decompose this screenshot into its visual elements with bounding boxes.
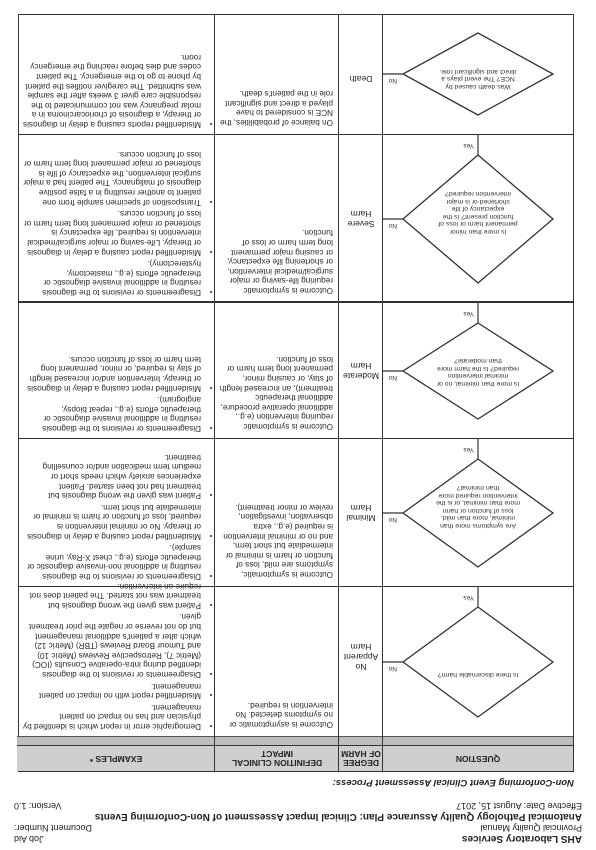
examples-list (23, 450, 211, 581)
yes-label: Yes (463, 594, 474, 601)
no-label: No (388, 222, 397, 229)
examples-bullets (23, 354, 211, 433)
version: Version: 1.0 (14, 801, 62, 811)
no-label: No (388, 516, 397, 523)
example-item: • Misidentified report causing a delay in diagnosis or therapy. Life-saving or major surgical/medical intervention is required, life expectancy is shortened or major permanent long term harm or loss of function occurs. (23, 209, 201, 257)
header-shade-definition (215, 736, 339, 745)
examples-list (23, 352, 211, 433)
no-label: No (388, 374, 397, 381)
assessment-table (18, 14, 574, 772)
column-header-examples: EXAMPLES * (17, 745, 215, 771)
example-item: • Disagreements or revisions to the diagnosis resulting in additional invasive diagnostic or therapeutic efforts (e.g., mastectomy, hysterectomy). (23, 259, 201, 297)
yes-label: Yes (463, 142, 474, 149)
question-text: Is more than minimal, no or minimal intervention required? Is the harm more than moderate? (436, 357, 520, 387)
yes-label: Yes (463, 446, 474, 453)
no-label: No (388, 665, 397, 672)
column-header-definition: DEFINITION CLINICAL IMPACT (215, 745, 339, 771)
example-item: • Transposition of specimen sample from one patient to another resulting in a false positive diagnosis of malignancy. The patient had a major surgical intervention, the expectancy of life is shortened or major permanent long term harm or loss of function occurs. (23, 149, 201, 207)
question-text: Is there discernable harm? (437, 671, 519, 678)
degree-of-harm: No Apparent Harm (343, 642, 379, 672)
example-item: • Misidentified report causing a delay in diagnosis or therapy. Intervention and/or increased length of stay is required, or minor, permanent long term harm or loss of function occurs. (23, 354, 201, 392)
question-text: Was death caused by NCE? The event plays a direct and significant role. (439, 67, 517, 90)
examples-bullets (23, 149, 211, 297)
doc-type: Job Aid (14, 834, 44, 844)
example-item: • Demographic error in report which is identified by physician and has no impact on patient management. (23, 702, 201, 731)
example-item: • Patient was given the wrong diagnosis but treatment had not been started. Patient experiences anxiety which needs short or medium term medication and/or counselling treatment. (23, 452, 201, 500)
example-item: • Misidentified reports causing a delay in diagnosis or therapy, a diagnosis of choriocarcinoma in a molar pregnancy was not communicated to the responsible care giver 3 weeks after the sample was submitted. The caregiver notifies the patient by phone to go to the emergency. The patient codes and dies before reaching the emergency room. (23, 52, 201, 129)
effective-date: Effective Date: August 15, 2017 (456, 801, 582, 811)
example-item: • Disagreements or revisions to the diagnosis identified during intra-operative Consults (IOC) (Metric 7), Retrospective Reviews (Metric 10) and Tumour Board Reviews (TBR) (Metric 12) which alter a patient's additional management but do not reverse or negate the prior treatment given. (23, 612, 201, 679)
header-shade-question (383, 736, 573, 745)
column-divider (338, 15, 339, 771)
degree-of-harm: Moderate Harm (343, 361, 379, 381)
definition-text: Outcome is symptomatic requiring life-saving or major surgical/medical intervention, or shortening life expectancy, or causing major permanent long term harm or loss of function. (227, 228, 333, 295)
degree-of-harm: Severe Harm (347, 209, 375, 229)
examples-bullets (23, 581, 211, 731)
example-item: • Disagreements or revisions to the diagnosis resulting in additional non-invasive diagnostic or therapeutic efforts (e.g., chest X-Ray, urine sample). (23, 543, 201, 581)
example-item: • Patient was given the wrong diagnosis but treatment was not started. The patient does not require an intervention. (23, 581, 201, 610)
column-divider (214, 15, 215, 771)
degree-of-harm: Minimal Harm (346, 503, 376, 523)
example-item: • Disagreements or revisions to the diagnosis resulting in additional invasive diagnostic or therapeutic efforts (e.g., repeat biopsy, angiogram). (23, 395, 201, 433)
no-label: No (388, 77, 397, 84)
question-text: Is more than minor permanent harm or loss of function present? Is the expectancy of life shortened or is major intervention required? (438, 190, 518, 235)
question-text: Are symptoms more than minimal, more than mild, loss of function or harm more than minimal, or is the intervention required more than minimal? (436, 484, 520, 529)
column-header-question: QUESTION (383, 745, 573, 771)
examples-bullets (23, 452, 211, 581)
decision-diamond (383, 587, 573, 737)
examples-list (23, 581, 211, 731)
document-header (14, 800, 582, 844)
header-shade-examples (17, 736, 215, 745)
diamond-shape (403, 607, 553, 717)
example-item: • Misidentified report causing a delay in diagnosis or therapy. No or minimal intervention is required, loss of function or harm is minimal or intermediate but short term. (23, 502, 201, 540)
degree-of-harm: Death (349, 74, 373, 84)
manual-name: Provincial Quality Manual (480, 823, 582, 833)
yes-label: Yes (463, 310, 474, 317)
definition-text: Outcome is symptomatic requiring intervention (e.g., additional operative procedure, additional therapeutic treatment), an increased length of stay, or causing minor, permanent long term harm or loss of function. (219, 354, 333, 431)
doc-title: Anatomical Pathology Quality Assurance Plan: Clinical Impact Assessment of Non-Conforming Events (94, 811, 582, 822)
example-item: • Misidentified report with no impact on patient management. (23, 681, 201, 700)
definition-text: On balance of probabilities, the NCE is considered to have played a direct and significant role in the patient's death. (220, 89, 333, 127)
doc-number-label: Document Number: (14, 823, 93, 833)
header-shade-degree (339, 736, 383, 745)
column-header-degree: DEGREE OF HARM (339, 745, 383, 771)
definition-text: Outcome is asymptomatic or no symptoms detected. No intervention is required. (229, 700, 333, 729)
examples-bullets (23, 52, 211, 129)
process-title: Non-Conforming Event Clinical Assessment Process: (332, 777, 574, 788)
examples-list (23, 50, 211, 129)
examples-list (23, 147, 211, 297)
org-name: AHS Laboratory Services (461, 833, 582, 844)
definition-text: Outcome is symptomatic, symptoms are mild, loss of function or harm is minimal or intermediate but short term, and no or minimal intervention is required (e.g., extra observation, investigation, review or minor treatment). (223, 502, 333, 579)
